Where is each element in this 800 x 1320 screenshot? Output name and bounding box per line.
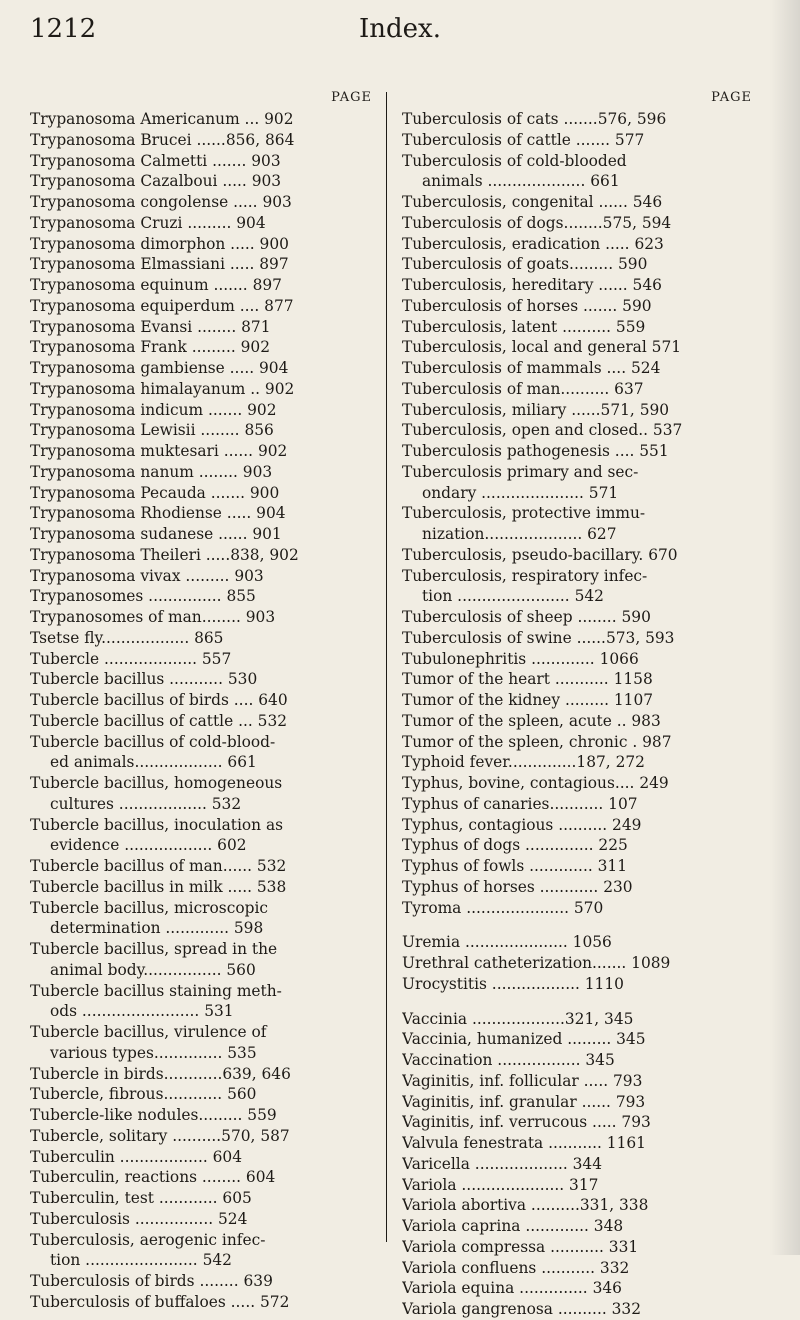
index-entry: Tuberculosis primary and sec- <box>402 462 639 481</box>
index-entry: Urocystitis .................. 1110 <box>402 974 624 993</box>
index-entry: Tuberculosis ................ 524 <box>30 1209 248 1228</box>
index-entry: Tubercle in birds............639, 646 <box>30 1064 291 1083</box>
index-entry: Trypanosoma vivax ......... 903 <box>30 566 264 585</box>
index-entry: Tubercle bacillus of man...... 532 <box>30 857 287 875</box>
index-entry: Trypanosoma Elmassiani ..... 897 <box>30 255 289 274</box>
index-entry: Tumor of the spleen, acute .. 983 <box>402 711 661 730</box>
index-entry: Tuberculosis of mammals .... 524 <box>402 359 661 377</box>
index-entry: Trypanosoma Theileri .....838, 902 <box>30 545 299 564</box>
index-entry: Tuberculosis, miliary ......571, 590 <box>402 400 670 419</box>
index-entry: Trypanosoma Americanum ... 902 <box>30 110 294 128</box>
index-entry: Trypanosoma indicum ....... 902 <box>30 400 277 419</box>
index-entry: Trypanosoma dimorphon ..... 900 <box>30 234 289 253</box>
index-entry: Trypanosoma Brucei ......856, 864 <box>30 130 295 149</box>
index-entry: Tubercle bacillus, virulence of <box>30 1023 267 1041</box>
index-entry: Trypanosoma gambiense ..... 904 <box>30 359 289 377</box>
index-entry: Trypanosoma muktesari ...... 902 <box>30 442 288 460</box>
index-entry: Tuberculin, reactions ........ 604 <box>30 1168 276 1187</box>
index-entry: Tubercle bacillus of birds .... 640 <box>30 691 288 709</box>
index-entry: Trypanosoma congolense ..... 903 <box>30 193 292 211</box>
index-entry: Tuberculosis of man.......... 637 <box>402 379 644 398</box>
index-entry: Tubercle bacillus of cattle ... 532 <box>30 711 288 730</box>
index-entry: Trypanosoma Pecauda ....... 900 <box>30 483 280 502</box>
index-entry: Urethral catheterization....... 1089 <box>402 954 671 972</box>
index-entry: Tuberculosis, open and closed.. 537 <box>402 421 683 440</box>
page-header <box>0 14 800 54</box>
index-entry: Variola abortiva ..........331, 338 <box>402 1196 649 1215</box>
index-entry: Tuberculosis of sheep ........ 590 <box>402 608 651 626</box>
index-entry: nization.................... 627 <box>422 525 617 543</box>
index-entry: Tubercle bacillus, inoculation as <box>30 815 284 834</box>
page-edge-shadow <box>770 0 800 1255</box>
index-entry: Vaccinia, humanized ......... 345 <box>402 1030 646 1049</box>
index-entry: tion ....................... 542 <box>50 1251 232 1270</box>
index-entry: Tuberculosis, protective immu- <box>402 504 646 523</box>
index-entry: Tuberculosis pathogenesis .... 551 <box>402 442 669 460</box>
right-entries <box>402 109 752 1320</box>
index-entry: Vaccinia ...................321, 345 <box>402 1009 634 1028</box>
index-entry: cultures .................. 532 <box>50 794 242 813</box>
index-entry: Typhus of fowls ............. 311 <box>402 857 627 875</box>
index-entry: Trypanosoma Rhodiense ..... 904 <box>30 504 286 523</box>
index-entry: Trypanosoma Cruzi ......... 904 <box>30 213 266 232</box>
index-entry: animals .................... 661 <box>422 172 620 191</box>
right-column <box>402 88 752 1320</box>
index-entry: Tubercle bacillus staining meth- <box>30 981 282 1000</box>
index-entry: Variola compressa ........... 331 <box>402 1237 639 1256</box>
index-entry: Tuberculosis, pseudo-bacillary. 670 <box>402 545 678 564</box>
index-entry: Tuberculosis, respiratory infec- <box>402 566 648 585</box>
index-entry: Variola confluens ........... 332 <box>402 1258 630 1277</box>
index-entry: Tsetse fly.................. 865 <box>30 628 224 647</box>
index-entry: Tubercle bacillus, microscopic <box>30 898 268 917</box>
index-entry: Trypanosoma Evansi ........ 871 <box>30 317 271 336</box>
index-entry: Tubercle bacillus ........... 530 <box>30 670 258 689</box>
index-entry: ondary ..................... 571 <box>422 483 619 502</box>
index-entry: Typhus of horses ............ 230 <box>402 877 633 896</box>
index-entry: Tuberculosis of dogs........575, 594 <box>402 213 672 232</box>
index-entry: Variola gangrenosa .......... 332 <box>402 1300 642 1318</box>
left-entries <box>30 109 372 1313</box>
index-entry: Tubulonephritis ............. 1066 <box>402 649 639 668</box>
page-number: 1212 <box>30 14 97 44</box>
index-entry: Variola caprina ............. 348 <box>402 1217 624 1235</box>
index-entry: Tuberculosis, congenital ...... 546 <box>402 193 663 211</box>
index-entry: Typhus of canaries........... 107 <box>402 794 638 813</box>
index-entry: Tuberculosis, aerogenic infec- <box>30 1230 266 1249</box>
index-entry: Tubercle-like nodules......... 559 <box>30 1106 277 1124</box>
index-entry: Tuberculosis of horses ....... 590 <box>402 296 652 315</box>
index-entry: Tyroma ..................... 570 <box>402 898 604 917</box>
index-entry: Tuberculosis of cattle ....... 577 <box>402 130 645 149</box>
page-title: Index. <box>359 14 441 44</box>
index-entry: Vaginitis, inf. granular ...... 793 <box>402 1092 646 1111</box>
index-entry: Tumor of the heart ........... 1158 <box>402 670 653 689</box>
index-entry: various types.............. 535 <box>50 1043 257 1062</box>
index-entry: Trypanosoma nanum ........ 903 <box>30 462 273 481</box>
index-entry: Tuberculosis of swine ......573, 593 <box>402 628 675 647</box>
index-entry: Trypanosoma himalayanum .. 902 <box>30 379 295 398</box>
section-gap <box>402 918 752 932</box>
index-entry: Trypanosoma sudanese ...... 901 <box>30 525 282 543</box>
index-entry: Trypanosoma Calmetti ....... 903 <box>30 151 281 170</box>
index-entry: Trypanosoma Frank ......... 902 <box>30 338 270 357</box>
index-entry: Tuberculosis, hereditary ...... 546 <box>402 276 662 294</box>
index-entry: Tubercle, solitary ..........570, 587 <box>30 1126 290 1145</box>
index-entry: Trypanosomes of man........ 903 <box>30 608 276 626</box>
index-entry: Tuberculosis, latent .......... 559 <box>402 317 646 336</box>
index-entry: Variola equina .............. 346 <box>402 1279 622 1298</box>
index-entry: Vaginitis, inf. follicular ..... 793 <box>402 1071 643 1090</box>
index-entry: Typhoid fever..............187, 272 <box>402 753 645 772</box>
index-entry: tion ....................... 542 <box>422 587 604 606</box>
page-column-heading: PAGE <box>711 90 752 105</box>
section-gap <box>402 995 752 1009</box>
page-column-heading: PAGE <box>331 90 372 105</box>
index-entry: Tuberculin .................. 604 <box>30 1147 243 1166</box>
index-entry: Tuberculosis, eradication ..... 623 <box>402 234 664 253</box>
left-column <box>30 88 372 1313</box>
index-entry: Tubercle bacillus of cold-blood- <box>30 732 276 751</box>
index-entry: Tuberculosis of birds ........ 639 <box>30 1272 273 1290</box>
index-entry: Variola ..................... 317 <box>402 1175 599 1194</box>
index-entry: Tuberculosis of cold-blooded <box>402 151 627 170</box>
index-entry: Tubercle ................... 557 <box>30 649 232 668</box>
index-entry: Trypanosoma equinum ....... 897 <box>30 276 282 294</box>
index-entry: Tuberculosis of buffaloes ..... 572 <box>30 1292 290 1311</box>
index-entry: Tuberculosis, local and general 571 <box>402 338 682 357</box>
index-entry: Vaccination ................. 345 <box>402 1051 615 1069</box>
index-entry: Tubercle bacillus, homogeneous <box>30 774 283 792</box>
index-entry: Tuberculosis of cats .......576, 596 <box>402 110 667 128</box>
index-entry: Tubercle bacillus, spread in the <box>30 940 278 958</box>
index-entry: animal body................ 560 <box>50 960 256 979</box>
index-entry: evidence .................. 602 <box>50 836 247 855</box>
index-entry: Tubercle, fibrous............ 560 <box>30 1085 257 1104</box>
index-entry: Valvula fenestrata ........... 1161 <box>402 1134 646 1152</box>
index-entry: Tumor of the spleen, chronic . 987 <box>402 732 672 751</box>
index-entry: Tuberculin, test ............ 605 <box>30 1189 252 1207</box>
index-entry: Trypanosomes ............... 855 <box>30 587 256 606</box>
index-entry: Trypanosoma equiperdum .... 877 <box>30 296 294 315</box>
index-entry: Tuberculosis of goats......... 590 <box>402 255 648 274</box>
index-entry: ed animals.................. 661 <box>50 753 257 772</box>
index-entry: Uremia ..................... 1056 <box>402 933 612 952</box>
index-entry: determination ............. 598 <box>50 919 264 938</box>
index-entry: Vaginitis, inf. verrucous ..... 793 <box>402 1113 651 1132</box>
index-entry: Tubercle bacillus in milk ..... 538 <box>30 877 287 896</box>
index-entry: Varicella ................... 344 <box>402 1154 603 1173</box>
index-entry: Typhus, contagious .......... 249 <box>402 815 642 834</box>
column-divider <box>386 92 387 1242</box>
index-entry: ods ........................ 531 <box>50 1002 234 1021</box>
index-entry: Trypanosoma Cazalboui ..... 903 <box>30 172 282 191</box>
index-entry: Tumor of the kidney ......... 1107 <box>402 691 654 709</box>
index-entry: Typhus, bovine, contagious.... 249 <box>402 774 669 792</box>
index-entry: Typhus of dogs .............. 225 <box>402 836 628 855</box>
index-entry: Trypanosoma Lewisii ........ 856 <box>30 421 274 440</box>
